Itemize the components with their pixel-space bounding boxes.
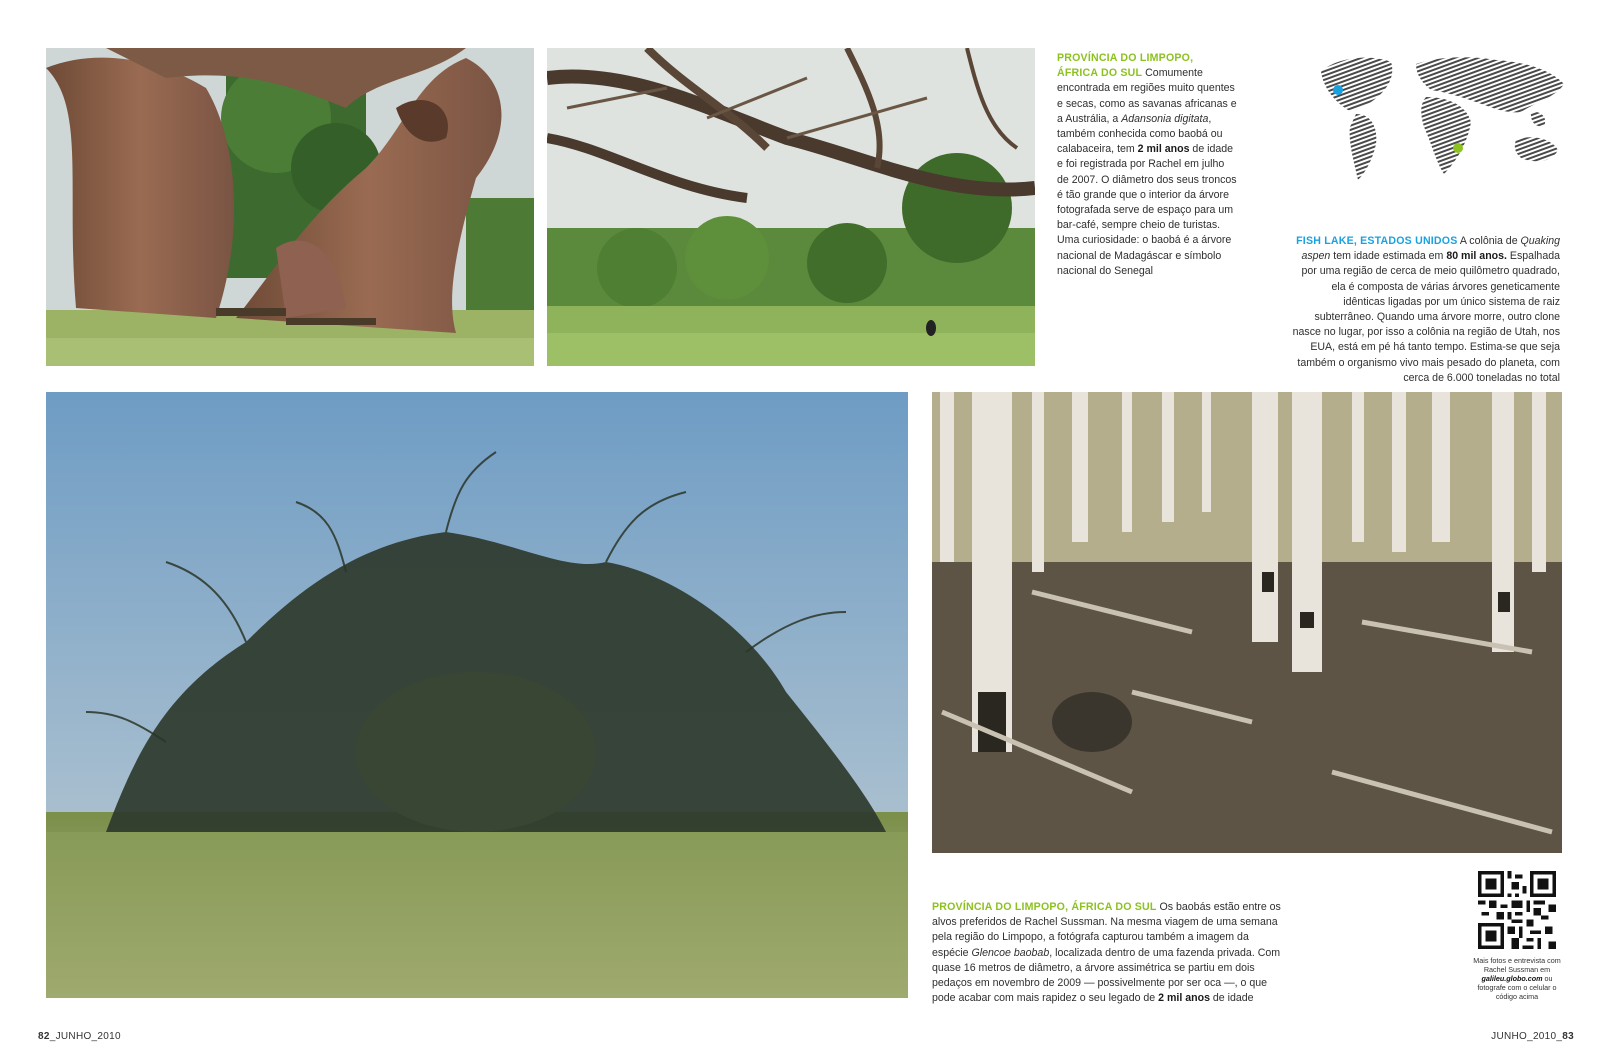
aspen-forest-image	[932, 392, 1562, 853]
baobab-park-image	[547, 48, 1035, 366]
qr-code[interactable]	[1478, 871, 1556, 949]
caption-place-label: PROVÍNCIA DO LIMPOPO, ÁFRICA DO SUL	[932, 901, 1157, 913]
glencoe-baobab-image	[46, 392, 908, 998]
caption-place-label: PROVÍNCIA DO LIMPOPO, ÁFRICA DO SUL	[1057, 52, 1194, 80]
photo-aspen-forest	[932, 392, 1562, 853]
caption-baobab-limpopo: PROVÍNCIA DO LIMPOPO, ÁFRICA DO SUL Comumente encontrada em regiões muito quentes e secas, como as savanas africanas e a Austrália, a Adansonia digitata, também conhecida como baobá ou calabaceira, tem 2 mil anos de idade e foi registrada por Rachel em julho de 2007. O diâmetro dos seus troncos é tão grande que o interior da árvore fotografada serve de espaço para um bar-café, sempre cheio de turistas. Uma curiosidade: o baobá é a árvore nacional de Madagáscar e símbolo nacional do Senegal	[1057, 52, 1237, 277]
caption-fish-lake: FISH LAKE, ESTADOS UNIDOS A colônia de Quaking aspen tem idade estimada em 80 mil anos. Espalhada por uma região de cerca de meio quilômetro quadrado, ela é composta de várias árvores geneticamente idênticas ligadas por um único sistema de raiz subterrâneo. Quando uma árvore morre, outro clone nasce no lugar, por isso a colônia na região de Utah, nos EUA, está em pé há tanto tempo. Estima-se que seja também o organismo vivo mais pesado do planeta, com cerca de 6.000 toneladas no total	[1292, 235, 1560, 384]
baobab-trunks-image	[46, 48, 534, 366]
photo-baobab-park	[547, 48, 1035, 366]
caption-place-label: FISH LAKE, ESTADOS UNIDOS	[1296, 235, 1458, 247]
world-map	[1316, 52, 1568, 184]
website-link[interactable]: galileu.globo.com	[1481, 974, 1543, 983]
world-map-graphic	[1316, 52, 1568, 184]
page-number-right: JUNHO_2010_83	[1491, 1031, 1574, 1042]
limpopo-marker-icon	[1453, 143, 1463, 153]
fish-lake-marker-icon	[1333, 85, 1343, 95]
photo-baobab-trunks	[46, 48, 534, 366]
qr-caption: Mais fotos e entrevista com Rachel Sussman em galileu.globo.com ou fotografe com o celular o código acima	[1473, 956, 1561, 1001]
photo-glencoe-baobab	[46, 392, 908, 998]
qr-code-icon	[1478, 871, 1556, 949]
page-number-left: 82_JUNHO_2010	[38, 1031, 121, 1042]
caption-glencoe-baobab: PROVÍNCIA DO LIMPOPO, ÁFRICA DO SUL Os baobás estão entre os alvos preferidos de Rachel Sussman. Na mesma viagem de uma semana pela região do Limpopo, a fotógrafa capturou também a imagem da espécie Glencoe baobab, localizada dentro de uma fazenda privada. Com quase 16 metros de diâmetro, a árvore assimétrica se partiu em dois pedaços em novembro de 2009 — possivelmente por ser oca —, o que pode acabar com mais rapidez o seu legado de 2 mil anos de idade	[932, 901, 1281, 1005]
